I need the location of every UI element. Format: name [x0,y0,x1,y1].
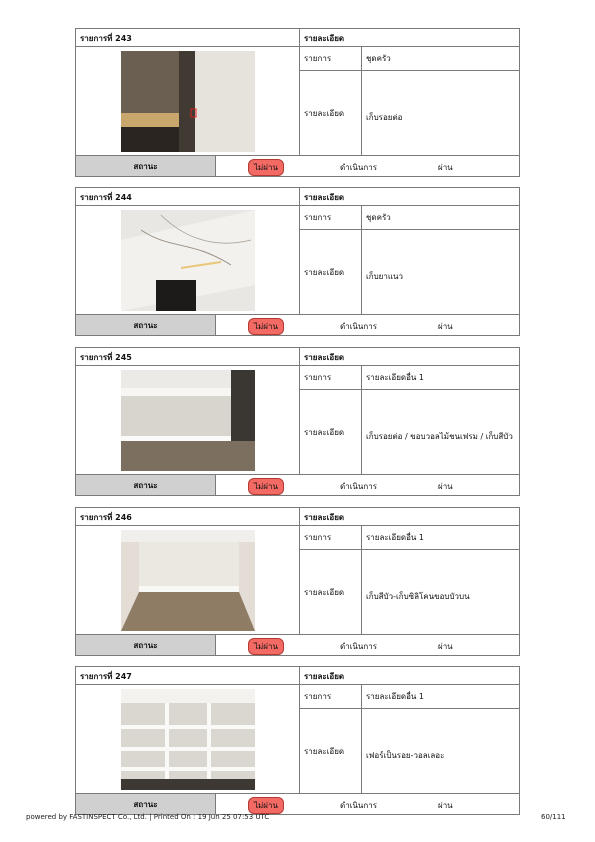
item-photo [76,206,300,314]
detail-value: เก็บสีบัว-เก็บซิลิโคนขอบบัวบน [366,591,470,601]
inspection-card [75,347,520,496]
status-in-progress[interactable]: ดำเนินการ [340,801,377,810]
status-fail-selected[interactable]: ไม่ผ่าน [248,159,284,176]
status-pass[interactable]: ผ่าน [438,801,453,810]
item-title: รายการที่ 244 [76,188,300,205]
inspection-card [75,666,520,815]
item-title: รายการที่ 245 [76,348,300,365]
status-pass[interactable]: ผ่าน [438,322,453,331]
item-title: รายการที่ 246 [76,508,300,525]
detail-header: รายละเอียด [304,513,345,522]
status-pass[interactable]: ผ่าน [438,163,453,172]
status-in-progress[interactable]: ดำเนินการ [340,482,377,491]
detail-key: รายละเอียด [300,550,362,634]
status-pass[interactable]: ผ่าน [438,482,453,491]
item-photo [76,366,300,474]
status-in-progress[interactable]: ดำเนินการ [340,322,377,331]
item-value: รายละเอียดอื่น 1 [366,533,425,542]
item-value: รายละเอียดอื่น 1 [366,373,425,382]
detail-header: รายละเอียด [304,34,345,43]
detail-header: รายละเอียด [304,672,345,681]
detail-header: รายละเอียด [304,193,345,202]
item-title: รายการที่ 247 [76,667,300,684]
status-fail-selected[interactable]: ไม่ผ่าน [248,638,284,655]
status-pass[interactable]: ผ่าน [438,642,453,651]
item-photo [76,47,300,155]
item-key: รายการ [300,47,362,70]
status-label: สถานะ [76,475,216,495]
status-label: สถานะ [76,315,216,335]
detail-value: เก็บรอยต่อ [366,112,403,122]
item-photo [76,526,300,634]
item-photo [76,685,300,793]
status-label: สถานะ [76,156,216,176]
item-value: ชุดครัว [366,54,391,63]
status-in-progress[interactable]: ดำเนินการ [340,163,377,172]
inspection-card [75,28,520,177]
detail-key: รายละเอียด [300,390,362,474]
status-fail-selected[interactable]: ไม่ผ่าน [248,478,284,495]
item-value: รายละเอียดอื่น 1 [366,692,425,701]
detail-value: เฟอร์เป็นรอย-วอลเลอะ [366,750,445,760]
status-in-progress[interactable]: ดำเนินการ [340,642,377,651]
item-key: รายการ [300,526,362,549]
status-label: สถานะ [76,794,216,814]
detail-key: รายละเอียด [300,709,362,793]
item-key: รายการ [300,685,362,708]
status-label: สถานะ [76,635,216,655]
item-title: รายการที่ 243 [76,29,300,46]
item-key: รายการ [300,206,362,229]
detail-value: เก็บรอยต่อ / ขอบวอลไม้ชนเฟรม / เก็บสีบัว [366,431,513,441]
page-number: 60/111 [541,813,566,821]
detail-key: รายละเอียด [300,230,362,314]
status-fail-selected[interactable]: ไม่ผ่าน [248,318,284,335]
detail-header: รายละเอียด [304,353,345,362]
detail-value: เก็บยาแนว [366,271,403,281]
status-fail-selected[interactable]: ไม่ผ่าน [248,797,284,814]
inspection-card [75,187,520,336]
detail-key: รายละเอียด [300,71,362,155]
inspection-card [75,507,520,656]
item-key: รายการ [300,366,362,389]
item-value: ชุดครัว [366,213,391,222]
footer-text: powered by FASTINSPECT Co., Ltd. | Printed On : 19 Jun 25 07:53 UTC [26,813,270,821]
